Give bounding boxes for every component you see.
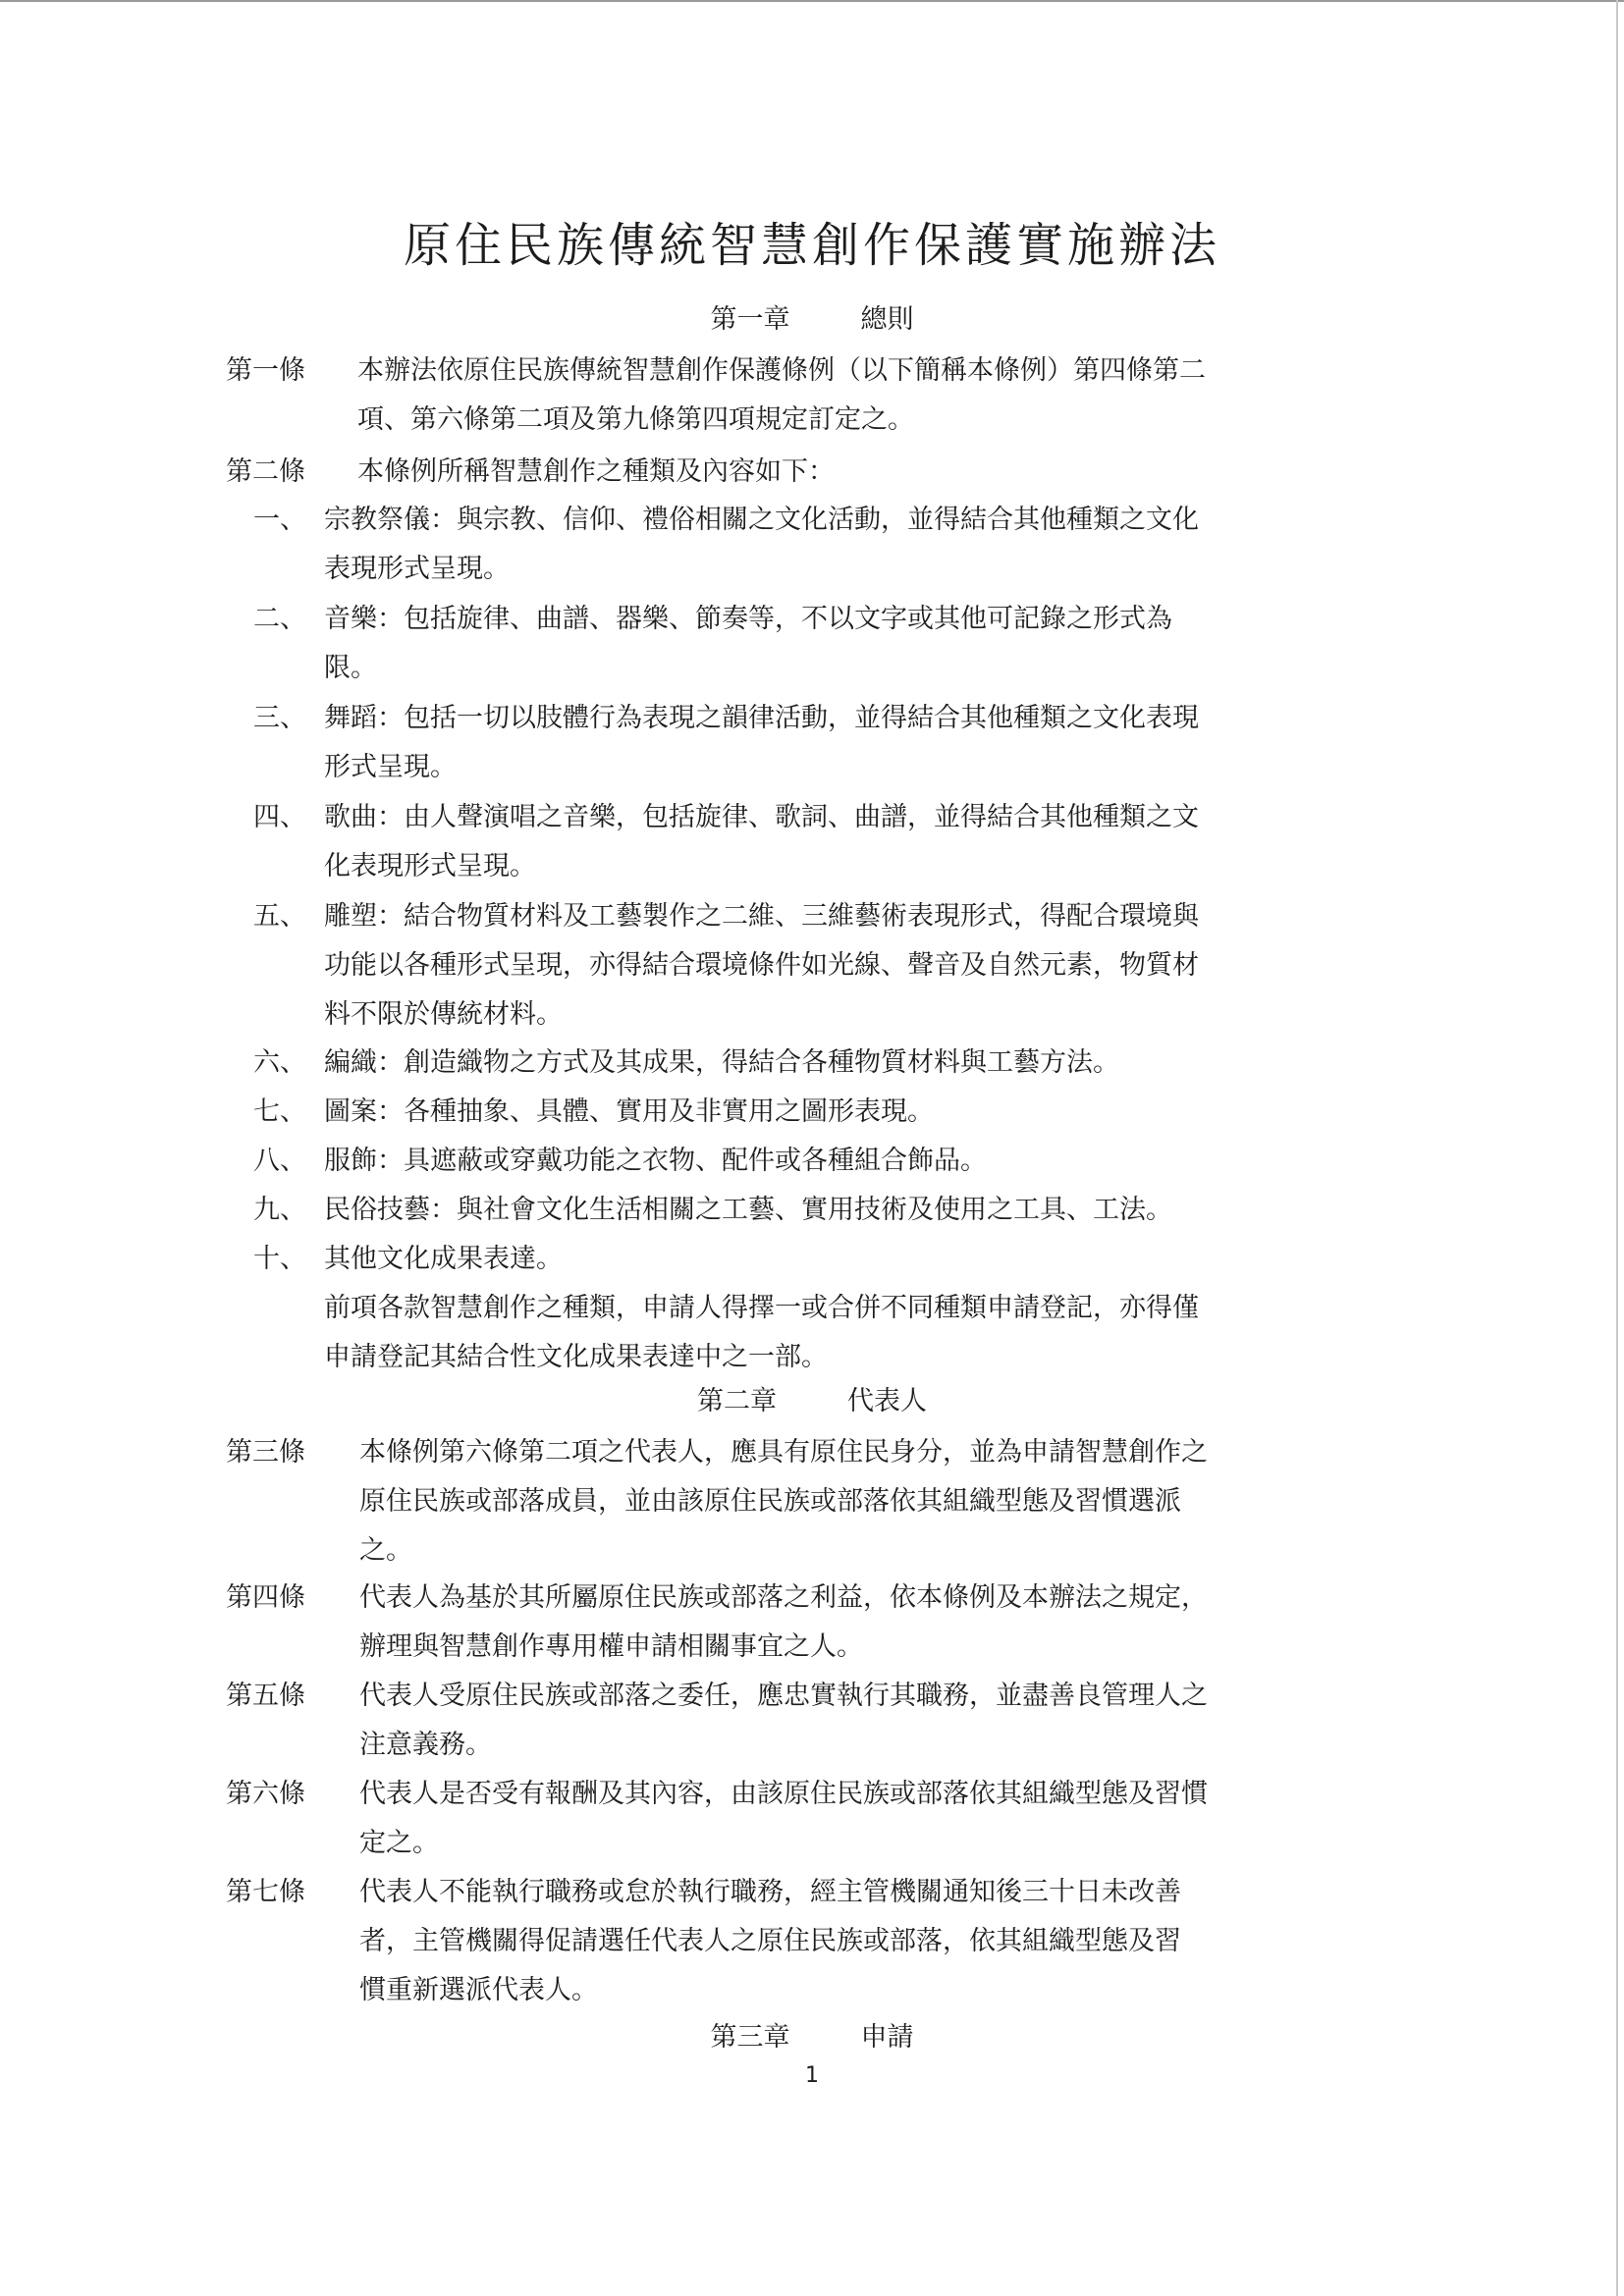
page-number: 1: [805, 2063, 819, 2088]
article-text-line: 代表人受原住民族或部落之委任，應忠實執行其職務，並盡善良管理人之: [359, 1681, 1208, 1711]
item-number: 八、: [253, 1146, 306, 1176]
item-text-line: 民俗技藝：與社會文化生活相關之工藝、實用技術及使用之工具、工法。: [324, 1195, 1172, 1225]
chapter-number: 第一章: [710, 304, 790, 335]
chapter-2-heading: [0, 1382, 1624, 1421]
chapter-1-heading: [0, 300, 1624, 340]
item-text-line: 編織：創造織物之方式及其成果，得結合各種物質材料與工藝方法。: [324, 1047, 1119, 1078]
chapter-number: 第二章: [697, 1386, 777, 1416]
item-text-line: 雕塑：結合物質材料及工藝製作之二維、三維藝術表現形式，得配合環境與: [324, 901, 1199, 932]
item-text-line: 服飾：具遮蔽或穿戴功能之衣物、配件或各種組合飾品。: [324, 1146, 987, 1176]
article-number: 第六條: [226, 1779, 305, 1809]
article-number: 第二條: [226, 456, 305, 487]
item-number: 七、: [253, 1096, 306, 1127]
article-text-line: 定之。: [359, 1828, 439, 1858]
article-text-line: 注意義務。: [359, 1730, 492, 1760]
item-number: 五、: [253, 901, 306, 932]
article-text-line: 本條例第六條第二項之代表人，應具有原住民身分，並為申請智慧創作之: [359, 1437, 1208, 1468]
item-text-line: 形式呈現。: [324, 752, 457, 782]
article-text-line: 代表人是否受有報酬及其內容，由該原住民族或部落依其組織型態及習慣: [359, 1779, 1208, 1809]
article-text-line: 本條例所稱智慧創作之種類及內容如下：: [357, 456, 835, 487]
article-text-line: 原住民族或部落成員，並由該原住民族或部落依其組織型態及習慣選派: [359, 1486, 1181, 1517]
chapter-name: 總則: [860, 304, 914, 335]
article-number: 第四條: [226, 1582, 305, 1613]
chapter-number: 第三章: [710, 2022, 790, 2053]
article-number: 第五條: [226, 1681, 305, 1711]
paragraph-text-line: 申請登記其結合性文化成果表達中之一部。: [324, 1342, 828, 1372]
article-text-line: 辦理與智慧創作專用權申請相關事宜之人。: [359, 1631, 863, 1662]
item-text-line: 料不限於傳統材料。: [324, 999, 563, 1030]
item-text-line: 宗教祭儀：與宗教、信仰、禮俗相關之文化活動，並得結合其他種類之文化: [324, 505, 1199, 535]
article-text-line: 代表人為基於其所屬原住民族或部落之利益，依本條例及本辦法之規定，: [359, 1582, 1208, 1613]
article-text-line: 慣重新選派代表人。: [359, 1975, 598, 2005]
item-number: 六、: [253, 1047, 306, 1078]
article-number: 第三條: [226, 1437, 305, 1468]
item-text-line: 歌曲：由人聲演唱之音樂，包括旋律、歌詞、曲譜，並得結合其他種類之文: [324, 802, 1199, 832]
item-number: 三、: [253, 703, 306, 733]
item-number: 二、: [253, 604, 306, 634]
scan-edge-top: [0, 0, 1624, 2]
article-number: 第一條: [226, 355, 305, 386]
article-text-line: 代表人不能執行職務或怠於執行職務，經主管機關通知後三十日未改善: [359, 1877, 1181, 1907]
scan-edge-right: [1616, 0, 1618, 2296]
article-text-line: 者，主管機關得促請選任代表人之原住民族或部落，依其組織型態及習: [359, 1926, 1181, 1956]
item-text-line: 舞蹈：包括一切以肢體行為表現之韻律活動，並得結合其他種類之文化表現: [324, 703, 1199, 733]
item-number: 一、: [253, 505, 306, 535]
item-number: 十、: [253, 1244, 306, 1274]
article-text-line: 項、第六條第二項及第九條第四項規定訂定之。: [357, 404, 914, 435]
item-text-line: 化表現形式呈現。: [324, 851, 536, 881]
chapter-3-heading: [0, 2018, 1624, 2057]
item-text-line: 表現形式呈現。: [324, 554, 510, 584]
item-text-line: 圖案：各種抽象、具體、實用及非實用之圖形表現。: [324, 1096, 934, 1127]
item-number: 四、: [253, 802, 306, 832]
paragraph-text-line: 前項各款智慧創作之種類，申請人得擇一或合併不同種類申請登記，亦得僅: [324, 1293, 1199, 1323]
chapter-name: 申請: [860, 2022, 914, 2053]
article-text-line: 本辦法依原住民族傳統智慧創作保護條例（以下簡稱本條例）第四條第二: [357, 355, 1206, 386]
chapter-name: 代表人: [847, 1386, 927, 1416]
item-number: 九、: [253, 1195, 306, 1225]
item-text-line: 音樂：包括旋律、曲譜、器樂、節奏等，不以文字或其他可記錄之形式為: [324, 604, 1172, 634]
article-text-line: 之。: [359, 1535, 412, 1566]
document-title: 原住民族傳統智慧創作保護實施辦法: [403, 218, 1220, 273]
item-text-line: 其他文化成果表達。: [324, 1244, 563, 1274]
item-text-line: 限。: [324, 653, 377, 683]
item-text-line: 功能以各種形式呈現，亦得結合環境條件如光線、聲音及自然元素，物質材: [324, 950, 1199, 981]
article-number: 第七條: [226, 1877, 305, 1907]
